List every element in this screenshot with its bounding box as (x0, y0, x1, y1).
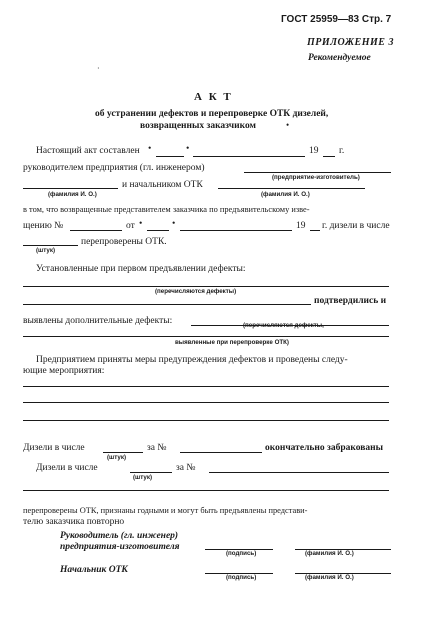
page-header: ГОСТ 25959—83 Стр. 7 (281, 14, 392, 25)
notice-year-prefix: 19 (296, 221, 306, 231)
signature-otk-title: Начальник ОТК (60, 565, 128, 575)
manager-label: руководителем предприятия (гл. инженером) (23, 163, 205, 173)
additional-defects-field-2[interactable] (23, 336, 389, 337)
finally-rejected-label: окончательно забракованы (265, 443, 384, 453)
initial-defects-label: Установленные при первом предъявлении дефекты: (36, 264, 246, 274)
rejected-diesels-label: Дизели в числе (23, 443, 85, 453)
manager-name-field[interactable] (23, 188, 118, 189)
and-otk-head-label: и начальником ОТК (122, 180, 203, 190)
sign-caption-2: (подпись) (226, 574, 257, 581)
rejected-number-label: за № (147, 443, 167, 453)
document-title: А К Т (194, 91, 233, 103)
rejected-number-field[interactable] (180, 452, 262, 453)
diesels-count-label: г. дизели в числе (322, 221, 390, 231)
notice-number-label: щению № (23, 221, 64, 231)
scan-speck: · (97, 64, 100, 73)
otk-head-name-field[interactable] (218, 188, 365, 189)
rejected-count-field[interactable] (103, 452, 143, 453)
date-quote-mark: • (148, 144, 152, 154)
date-month-field[interactable] (193, 156, 305, 157)
accepted-number-label: за № (176, 463, 196, 473)
measures-statement-1: Предприятием приняты меры предупреждения дефектов и проведены следу- (36, 355, 348, 365)
initial-defects-field-1[interactable] (23, 286, 389, 287)
rechecked-accepted-statement-2: телю заказчика повторно (23, 517, 125, 527)
returned-statement: в том, что возвращенные представителем заказчика по предъявительскому изве- (23, 205, 310, 214)
document-subtitle-line1: об устранении дефектов и перепроверке ОТК дизелей, (95, 109, 329, 119)
act-drawn-label: Настоящий акт составлен (36, 146, 140, 156)
measures-statement-2: ющие мероприятия: (23, 366, 105, 376)
name-caption-3: (фамилия И. О.) (305, 550, 354, 557)
date-quote-mark: • (139, 219, 143, 229)
appendix-subtitle: Рекомендуемое (308, 53, 371, 63)
accepted-number-field[interactable] (209, 472, 389, 473)
year-suffix: г. (339, 146, 345, 156)
listed-defects-caption: (перечисляются дефекты) (155, 288, 237, 295)
pcs-caption-2: (штук) (107, 454, 127, 461)
signature-head-title-2: предприятия-изготовителя (60, 542, 180, 552)
confirmed-label: подтвердились и (314, 296, 387, 306)
scan-speck: • (286, 120, 290, 130)
accepted-diesels-label: Дизели в числе (36, 463, 98, 473)
year-prefix: 19 (309, 146, 319, 156)
rechecked-label: перепроверены ОТК. (81, 237, 167, 247)
measures-field-2[interactable] (23, 402, 389, 403)
additional-defects-label: выявлены дополнительные дефекты: (23, 316, 173, 326)
enterprise-caption: (предприятие-изготовитель) (272, 174, 360, 181)
found-on-recheck-caption: выявленные при перепроверке ОТК) (175, 339, 289, 346)
sign-caption-1: (подпись) (226, 550, 257, 557)
enterprise-field[interactable] (244, 172, 391, 173)
measures-field-3[interactable] (23, 420, 389, 421)
notice-number-field[interactable] (70, 230, 122, 231)
signature-head-title-1: Руководитель (гл. инженер) (60, 531, 179, 541)
accepted-extra-field[interactable] (23, 490, 389, 491)
date-quote-mark: • (186, 144, 190, 154)
listed-defects-caption-2: (перечисляются дефекты, (243, 322, 324, 329)
notice-day-field[interactable] (147, 230, 169, 231)
name-caption-4: (фамилия И. О.) (305, 574, 354, 581)
date-day-field[interactable] (156, 156, 184, 157)
document-subtitle-line2: возвращенных заказчиком (140, 121, 257, 131)
pcs-caption-1: (штук) (36, 247, 56, 254)
pcs-caption-3: (штук) (133, 474, 153, 481)
notice-month-field[interactable] (180, 230, 292, 231)
date-quote-mark: • (172, 219, 176, 229)
accepted-count-field[interactable] (130, 472, 172, 473)
notice-from-label: от (126, 221, 135, 231)
name-caption-1: (фамилия И. О.) (48, 191, 97, 198)
appendix-title: ПРИЛОЖЕНИЕ 3 (307, 37, 394, 48)
year-field[interactable] (323, 156, 335, 157)
notice-year-field[interactable] (310, 230, 320, 231)
rechecked-accepted-statement: перепроверены ОТК, признаны годными и могут быть предъявлены представи- (23, 506, 308, 515)
initial-defects-field-2[interactable] (23, 304, 311, 305)
diesels-count-field[interactable] (23, 245, 78, 246)
measures-field-1[interactable] (23, 386, 389, 387)
name-caption-2: (фамилия И. О.) (261, 191, 310, 198)
